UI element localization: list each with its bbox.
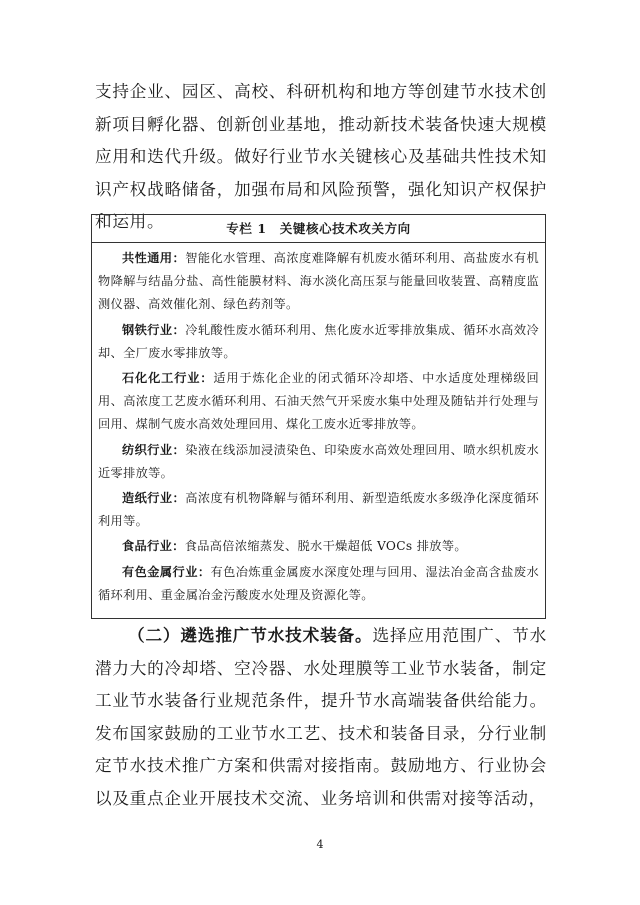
section-paragraph bbox=[95, 619, 547, 815]
item-label: 有色金属行业： bbox=[122, 564, 211, 579]
box-item-food bbox=[98, 535, 539, 558]
item-label: 共性通用： bbox=[122, 251, 186, 265]
box-item-nonferrous bbox=[98, 561, 539, 607]
section-heading: （二）遴选推广节水技术装备。 bbox=[128, 625, 373, 645]
body-paragraph: 支持企业、园区、高校、科研机构和地方等创建节水技术创新项目孵化器、创新创业基地，推动新技术装备快速大规模应用和迭代升级。做好行业节水关键核心及基础共性技术知识产权战略储备，加强布局和风险预警，强化知识产权保护和运用。 bbox=[95, 82, 547, 231]
box-item-paper bbox=[98, 487, 539, 533]
page-number: 4 bbox=[316, 838, 324, 851]
item-text: 冷轧酸性废水循环利用、焦化废水近零排放集成、循环水高效冷却、全厂废水零排放等。 bbox=[98, 322, 539, 360]
box-title: 专栏 1 关键核心技术攻关方向 bbox=[92, 215, 545, 243]
item-label: 钢铁行业： bbox=[122, 322, 186, 337]
item-text: 有色冶炼重金属废水深度处理与回用、湿法冶金高含盐废水循环利用、重金属冶金污酸废水处理及资源化等。 bbox=[98, 564, 539, 602]
item-text: 高浓度有机物降解与循环利用、新型造纸废水多级净化深度循环利用等。 bbox=[98, 491, 539, 529]
box-body bbox=[92, 243, 545, 607]
box-item-steel bbox=[98, 319, 539, 365]
section-text: 选择应用范围广、节水潜力大的冷却塔、空冷器、水处理膜等工业节水装备，制定工业节水装备行业规范条件，提升节水高端装备供给能力。发布国家鼓励的工业节水工艺、技术和装备目录，分行业制定节水技术推广方案和供需对接指南。鼓励地方、行业协会以及重点企业开展技术交流、业务培训和供需对接等活动， bbox=[95, 626, 548, 808]
box-item-petrochemical bbox=[98, 367, 539, 437]
item-label: 石化化工行业： bbox=[122, 371, 214, 386]
item-label: 造纸行业： bbox=[122, 491, 186, 506]
item-label: 食品行业： bbox=[122, 539, 185, 554]
feature-box bbox=[91, 214, 546, 619]
item-text: 食品高倍浓缩蒸发、脱水干燥超低 VOCs 排放等。 bbox=[184, 539, 467, 554]
item-text: 适用于炼化企业的闭式循环冷却塔、中水适度处理梯级回用、高浓度工艺废水循环利用、石油天然气开采废水集中处理及随钻并行处理与回用、煤制气废水高效处理回用、煤化工废水近零排放等。 bbox=[98, 371, 540, 432]
item-text: 智能化水管理、高浓度难降解有机废水循环利用、高盐废水有机物降解与结晶分盐、高性能膜材料、海水淡化高压泵与能量回收装置、高精度监测仪器、高效催化剂、绿色药剂等。 bbox=[98, 251, 539, 312]
box-item-general bbox=[98, 247, 539, 317]
box-item-textile bbox=[98, 439, 539, 485]
item-label: 纺织行业： bbox=[122, 442, 186, 457]
item-text: 染液在线添加浸渍染色、印染废水高效处理回用、喷水织机废水近零排放等。 bbox=[98, 442, 539, 480]
